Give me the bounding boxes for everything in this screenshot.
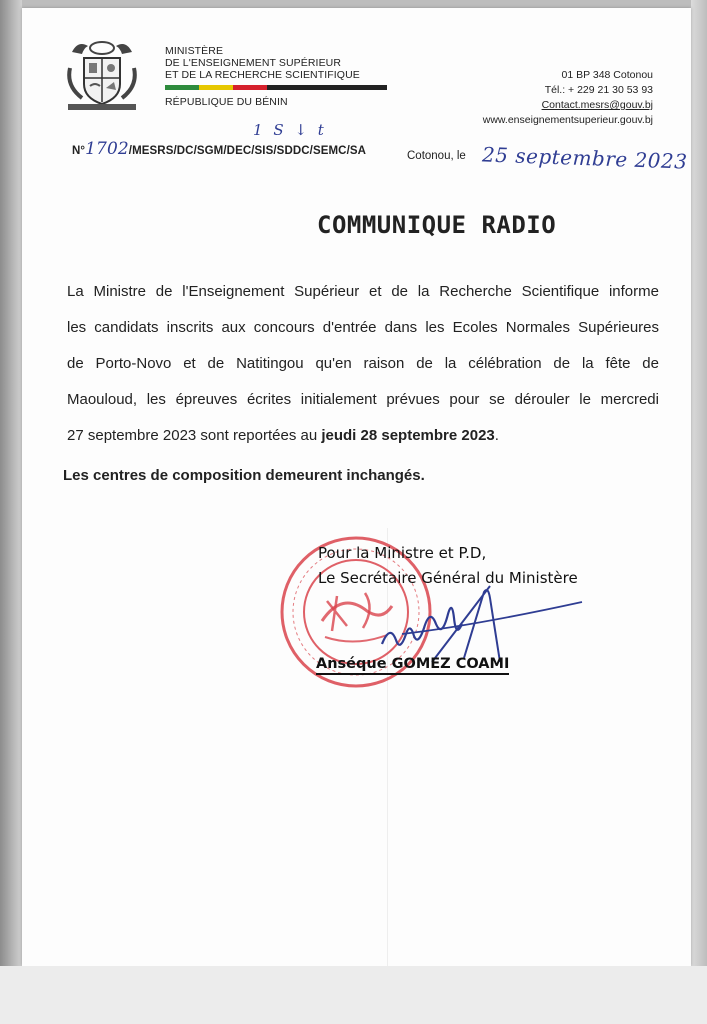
benin-coat-of-arms-icon — [62, 38, 142, 113]
body-line-1: La Ministre de l'Enseignement Supérieur et de la Recherche Scientifique informe — [67, 283, 659, 300]
scan-bottom-margin — [0, 966, 707, 1024]
dateline-date: 25 septembre 2023 — [481, 142, 688, 174]
country-name: RÉPUBLIQUE DU BÉNIN — [165, 96, 288, 108]
signer-name: Anséque GOMEZ COAMI — [316, 656, 509, 675]
ministry-line-2: DE L'ENSEIGNEMENT SUPÉRIEUR — [165, 57, 342, 69]
handwritten-routing-notes — [253, 121, 330, 139]
ministry-line-1: MINISTÈRE — [165, 45, 224, 57]
note-3: ↓ — [294, 121, 307, 139]
body-line-5 — [67, 418, 659, 454]
ministry-heading — [165, 45, 387, 108]
note-4: t — [317, 121, 324, 139]
closing-statement: Les centres de composition demeurent inchangés. — [63, 467, 425, 484]
scan-edge-left — [0, 0, 22, 968]
communique-body — [67, 274, 659, 454]
signatory-line-2: Le Secrétaire Général du Ministère — [318, 569, 578, 587]
new-exam-date: jeudi 28 septembre 2023 — [321, 427, 495, 444]
reference-code: /MESRS/DC/SGM/DEC/SIS/SDDC/SEMC/SA — [128, 145, 367, 157]
body-line-2: les candidats inscrits aux concours d'entrée dans les Ecoles Normales Supérieures — [67, 319, 659, 336]
contact-address: 01 BP 348 Cotonou — [561, 69, 653, 81]
note-2: S — [273, 121, 284, 139]
flag-stripe — [165, 85, 387, 90]
dateline-place: Cotonou, le — [407, 150, 466, 162]
scan-edge-right — [691, 0, 707, 968]
document-page — [22, 8, 691, 966]
contact-phone: Tél.: + 229 21 30 53 93 — [544, 84, 653, 96]
contact-website: www.enseignementsuperieur.gouv.bj — [482, 114, 653, 126]
reference-handwritten-number: 1702 — [85, 139, 129, 159]
ministry-line-3: ET DE LA RECHERCHE SCIENTIFIQUE — [165, 69, 360, 81]
body-line-5-end: . — [494, 427, 499, 444]
body-line-4: Maouloud, les épreuves écrites initialement prévues pour se dérouler le mercredi — [67, 391, 659, 408]
body-line-5-start: 27 septembre 2023 sont reportées au — [67, 427, 322, 444]
body-line-3: de Porto-Novo et de Natitingou qu'en raison de la célébration de la fête de — [67, 355, 659, 372]
reference-number — [72, 139, 366, 159]
document-title: COMMUNIQUE RADIO — [317, 211, 557, 239]
signatory-line-1: Pour la Ministre et P.D, — [318, 544, 487, 562]
reference-prefix: N° — [72, 145, 86, 157]
contact-email: Contact.mesrs@gouv.bj — [541, 99, 653, 111]
contact-block — [483, 68, 653, 128]
note-1: 1 — [253, 121, 263, 139]
